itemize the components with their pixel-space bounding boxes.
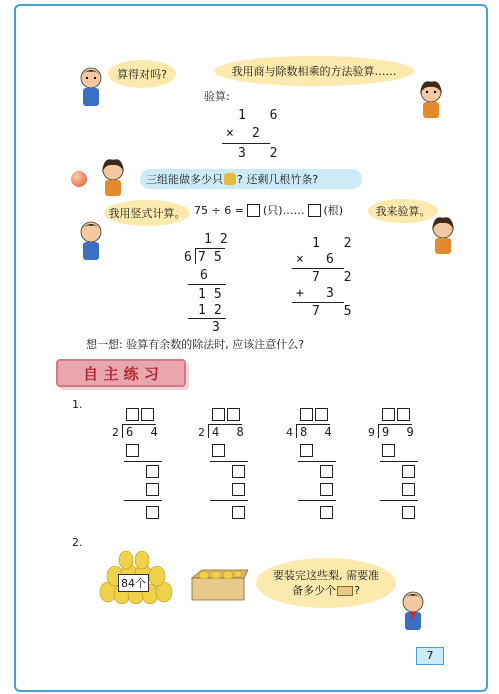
pears-count-label: 84个 — [118, 574, 149, 592]
v-op2: + — [296, 286, 304, 301]
dividend: 4 8 — [212, 425, 249, 439]
bracket-side — [378, 424, 379, 438]
v-result: 7 5 — [312, 304, 360, 319]
page-number: 7 — [416, 647, 444, 665]
mult-line — [222, 143, 270, 144]
speech-bubble-vertical: 我用竖式计算。 — [104, 200, 190, 226]
work-box-2[interactable] — [146, 465, 159, 478]
work-line-2 — [210, 500, 248, 501]
box-icon — [337, 586, 353, 596]
check-label: 验算: — [204, 90, 230, 103]
divisor: 4 — [286, 426, 293, 439]
girl-figure-3 — [428, 216, 458, 256]
quotient-box-tens[interactable] — [382, 408, 395, 421]
work-line-1 — [124, 461, 162, 462]
bracket-side — [122, 424, 123, 438]
work-line-2 — [298, 500, 336, 501]
remainder-box[interactable] — [402, 506, 415, 519]
work-box-1[interactable] — [382, 444, 395, 457]
ld-dividend: 75 — [198, 250, 230, 265]
ld-divisor: 6 — [184, 250, 192, 265]
bracket-side — [208, 424, 209, 438]
quotient-box-ones[interactable] — [315, 408, 328, 421]
work-line-1 — [210, 461, 248, 462]
division-equation: 75 ÷ 6 = (只)…… (根) — [194, 203, 344, 217]
speech-bubble-method: 我用商与除数相乘的方法验算…… — [214, 56, 414, 86]
question-banner: 三组能做多少只 ? 还剩几根竹条? — [140, 169, 362, 189]
boy-figure-3 — [398, 590, 428, 632]
mult-b: 2 — [252, 126, 268, 141]
think-prompt: 想一想: 验算有余数的除法时, 应该注意什么? — [86, 338, 305, 351]
ld-bracket-side — [195, 248, 196, 264]
girl-figure-2 — [98, 158, 128, 198]
work-box-3[interactable] — [146, 483, 159, 496]
ld-bracket-top — [195, 248, 225, 249]
ex1-number: 1. — [72, 398, 83, 411]
remainder-box[interactable] — [232, 506, 245, 519]
v-line1 — [292, 268, 344, 269]
ld-line2 — [188, 318, 226, 319]
quotient-box-ones[interactable] — [227, 408, 240, 421]
remainder-box[interactable] — [146, 506, 159, 519]
quotient-box-ones[interactable] — [397, 408, 410, 421]
quotient-box-ones[interactable] — [141, 408, 154, 421]
work-box-2[interactable] — [320, 465, 333, 478]
work-box-3[interactable] — [402, 483, 415, 496]
dividend: 9 9 — [382, 425, 419, 439]
mult-op: × — [226, 126, 234, 141]
v-a: 1 2 — [312, 236, 360, 251]
mult-result: 3 2 — [238, 146, 286, 161]
v-op1: × — [296, 252, 304, 267]
dividend: 8 4 — [300, 425, 337, 439]
lantern-icon — [224, 173, 236, 185]
ex2-number: 2. — [72, 536, 83, 549]
answer-box-remainder[interactable] — [308, 204, 321, 217]
v-b: 6 — [326, 252, 342, 267]
mult-a: 1 6 — [238, 108, 286, 123]
quotient-box-tens[interactable] — [126, 408, 139, 421]
girl-figure — [416, 80, 446, 120]
work-box-2[interactable] — [232, 465, 245, 478]
ld-sub1: 6 — [200, 268, 216, 283]
work-box-3[interactable] — [320, 483, 333, 496]
v-c: 3 — [326, 286, 342, 301]
work-line-2 — [124, 500, 162, 501]
quotient-box-tens[interactable] — [212, 408, 225, 421]
work-box-1[interactable] — [126, 444, 139, 457]
divisor: 2 — [198, 426, 205, 439]
ld-sub2: 12 — [198, 303, 230, 318]
boy-figure-2 — [76, 220, 106, 262]
bracket-side — [296, 424, 297, 438]
answer-box-quotient[interactable] — [247, 204, 260, 217]
work-line-2 — [380, 500, 418, 501]
v-p: 7 2 — [312, 270, 360, 285]
v-line2 — [292, 302, 344, 303]
ball-icon — [71, 171, 87, 187]
speech-bubble-pears: 要装完这些梨, 需要准备多少个 ? — [256, 558, 396, 608]
divisor: 9 — [368, 426, 375, 439]
dividend: 6 4 — [126, 425, 163, 439]
pear-box — [188, 566, 248, 602]
speech-bubble-check: 算得对吗? — [108, 60, 176, 88]
work-line-1 — [298, 461, 336, 462]
quotient-box-tens[interactable] — [300, 408, 313, 421]
ld-line1 — [188, 284, 226, 285]
work-line-1 — [380, 461, 418, 462]
work-box-3[interactable] — [232, 483, 245, 496]
speech-bubble-verify: 我来验算。 — [368, 199, 438, 223]
work-box-1[interactable] — [212, 444, 225, 457]
remainder-box[interactable] — [320, 506, 333, 519]
ld-rem1: 15 — [198, 287, 230, 302]
work-box-1[interactable] — [300, 444, 313, 457]
practice-title: 自 主 练 习 — [56, 359, 186, 387]
ld-rem: 3 — [212, 320, 228, 335]
work-box-2[interactable] — [402, 465, 415, 478]
divisor: 2 — [112, 426, 119, 439]
boy-figure — [76, 66, 106, 108]
ld-quotient: 12 — [204, 232, 236, 247]
